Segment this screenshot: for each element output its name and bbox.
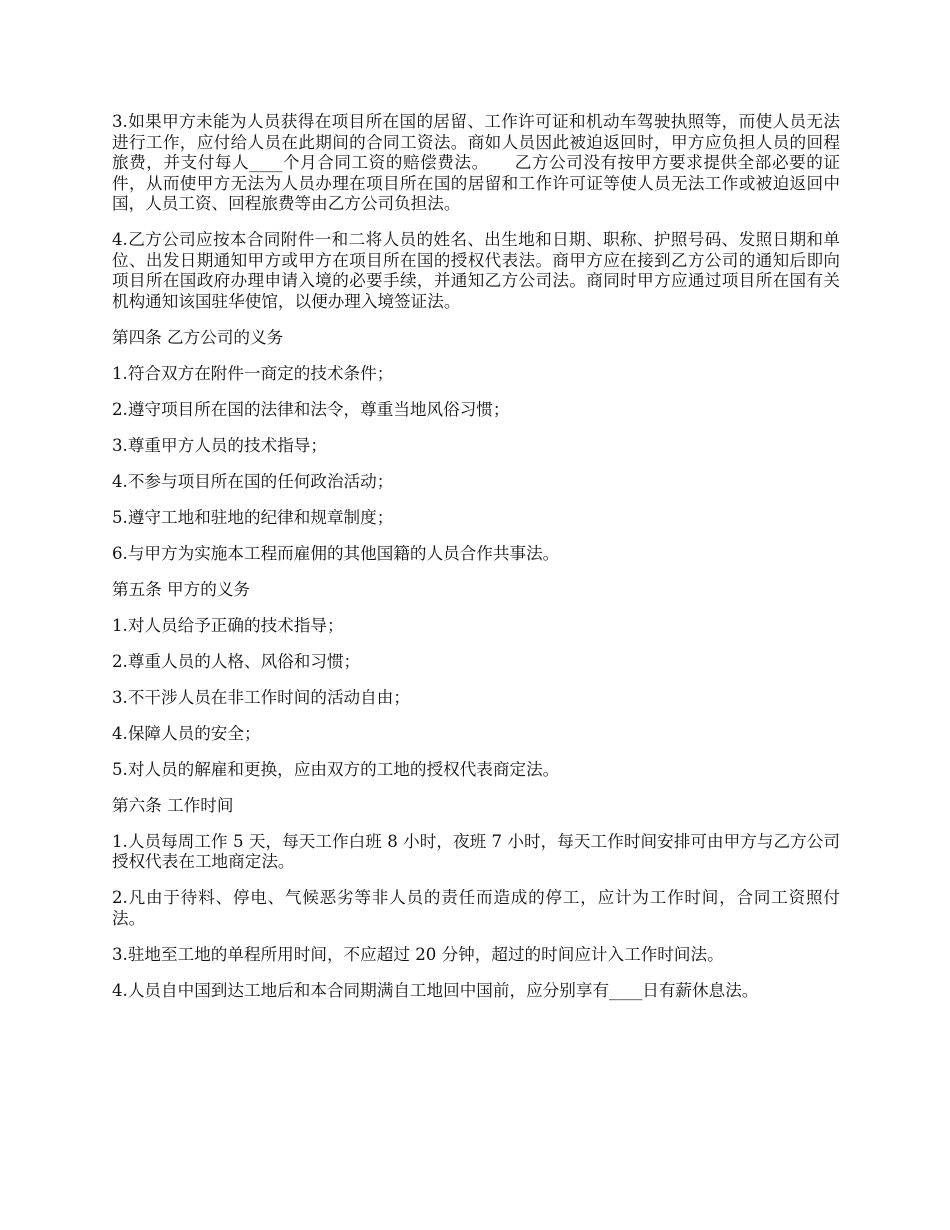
list-item: 2.凡由于待料、停电、气候恶劣等非人员的责任而造成的停工，应计为工作时间，合同工资照付法。	[112, 888, 840, 928]
list-item: 1.符合双方在附件一商定的技术条件；	[112, 363, 394, 383]
list-item: 5.遵守工地和驻地的纪律和规章制度；	[112, 507, 394, 527]
list-item: 4.不参与项目所在国的任何政治活动；	[112, 471, 394, 491]
list-item: 4.保障人员的安全；	[112, 723, 261, 743]
list-item: 3.尊重甲方人员的技术指导；	[112, 435, 327, 455]
list-item: 1.对人员给予正确的技术指导；	[112, 615, 344, 635]
paragraph-clause4-notification: 4.乙方公司应按本合同附件一和二将人员的姓名、出生地和日期、职称、护照号码、发照日期和单位、出发日期通知甲方或甲方在项目所在国的授权代表法。商甲方应在接到乙方公司的通知后即向项目所在国政府办理申请入境的必要手续，并通知乙方公司法。商同时甲方应通过项目所在国有关机构通知该国驻华使馆，以便办理入境签证法。	[112, 230, 840, 311]
paragraph-clause3-permits: 3.如果甲方未能为人员获得在项目所在国的居留、工作许可证和机动车驾驶执照等，而使人员无法进行工作，应付给人员在此期间的合同工资法。商如人员因此被迫返回时，甲方应负担人员的回程旅费，并支付每人____个月合同工资的赔偿费法。 乙方公司没有按甲方要求提供全部必要的证件，从而使甲方无法为人员办理在项目所在国的居留和工作许可证等使人员无法工作或被迫返回中国，人员工资、回程旅费等由乙方公司负担法。	[112, 112, 840, 213]
document-page	[112, 112, 840, 1017]
list-item: 1.人员每周工作 5 天，每天工作白班 8 小时，夜班 7 小时，每天工作时间安排可由甲方与乙方公司授权代表在工地商定法。	[112, 831, 840, 871]
heading-article-6: 第六条 工作时间	[112, 795, 234, 815]
list-item: 2.遵守项目所在国的法律和法令，尊重当地风俗习惯；	[112, 399, 510, 419]
list-item: 2.尊重人员的人格、风俗和习惯；	[112, 651, 361, 671]
list-item: 3.不干涉人员在非工作时间的活动自由；	[112, 687, 410, 707]
list-item: 3.驻地至工地的单程所用时间，不应超过 20 分钟，超过的时间应计入工作时间法。	[112, 944, 724, 964]
heading-article-4: 第四条 乙方公司的义务	[112, 327, 284, 347]
list-item: 4.人员自中国到达工地后和本合同期满自工地回中国前，应分别享有____日有薪休息法。	[112, 980, 759, 1000]
list-item: 5.对人员的解雇和更换，应由双方的工地的授权代表商定法。	[112, 759, 560, 779]
list-item: 6.与甲方为实施本工程而雇佣的其他国籍的人员合作共事法。	[112, 543, 560, 563]
heading-article-5: 第五条 甲方的义务	[112, 579, 251, 599]
